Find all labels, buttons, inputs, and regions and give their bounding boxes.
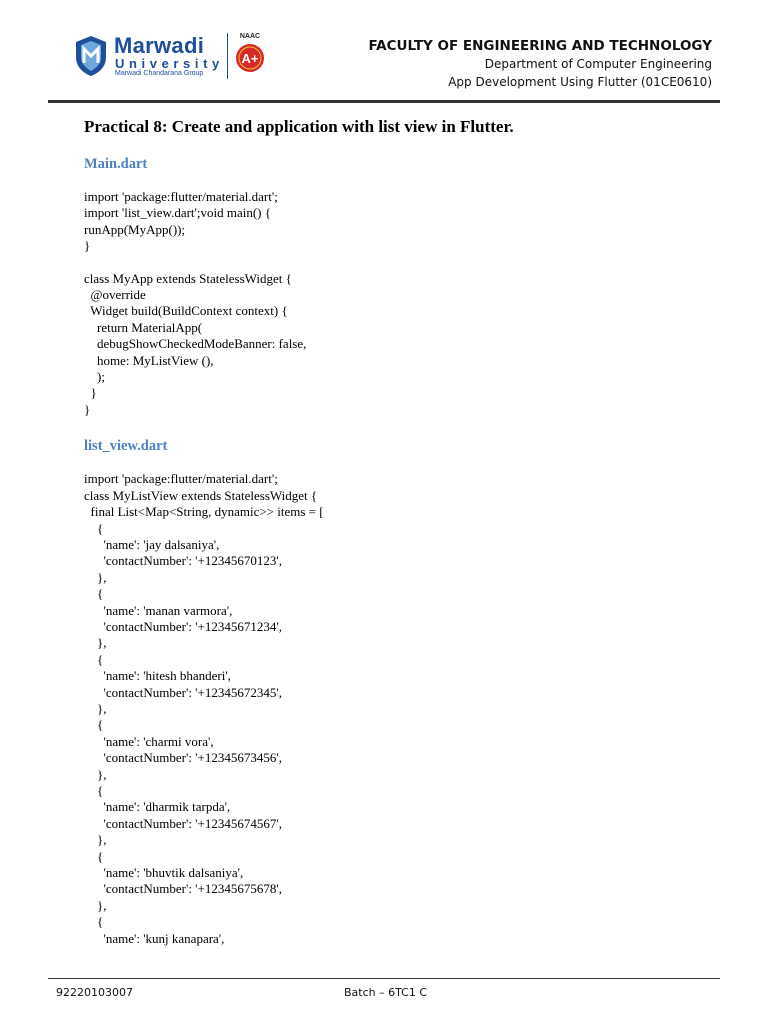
- header-divider: [48, 100, 720, 103]
- document-body: [84, 117, 724, 947]
- naac-accreditation: [232, 33, 268, 79]
- logo-divider: [227, 33, 228, 79]
- header-info: [368, 37, 712, 91]
- naac-label: NAAC: [239, 33, 261, 40]
- section-heading-main-dart: Main.dart: [84, 156, 148, 172]
- logo-university: University: [115, 56, 224, 71]
- university-logo: [74, 33, 274, 81]
- logo-name: Marwadi: [114, 33, 205, 58]
- course-name: App Development Using Flutter (01CE0610): [448, 75, 712, 89]
- logo-group: Marwadi Chandarana Group: [115, 70, 204, 77]
- department-name: Department of Computer Engineering: [484, 57, 712, 71]
- page-header: [0, 0, 768, 104]
- code-block-myapp: class MyApp extends StatelessWidget { @override Widget build(BuildContext context) { return MaterialApp( debugShowCheckedModeBanner: false, home: MyListView (), ); } }: [84, 270, 307, 417]
- shield-icon: [74, 35, 108, 77]
- practical-title: Practical 8: Create and application with list view in Flutter.: [84, 117, 514, 136]
- section-heading-list-view-dart: list_view.dart: [84, 438, 168, 455]
- code-block-list-view: import 'package:flutter/material.dart'; class MyListView extends StatelessWidget { final List<Map<String, dynamic>> items = [ { 'name': 'jay dalsaniya', 'contactNumber': '+12345670123', }, { 'name': 'manan varmora', 'contactNumber': '+12345671234', }, { 'name': 'hitesh bhanderi', 'contactNumber': '+12345672345', }, { 'name': 'charmi vora', 'contactNumber': '+12345673456', }, { 'name': 'dharmik tarpda', 'contactNumber': '+12345674567', }, { 'name': 'bhuvtik dalsaniya', 'contactNumber': '+12345675678', }, { 'name': 'kunj kanapara',: [84, 471, 324, 946]
- faculty-name: FACULTY OF ENGINEERING AND TECHNOLOGY: [368, 38, 712, 54]
- naac-badge-icon: [235, 43, 265, 73]
- batch-label: Batch – 6TC1 C: [344, 986, 428, 999]
- naac-grade: A+: [241, 51, 259, 66]
- code-block-main-imports: import 'package:flutter/material.dart'; import 'list_view.dart';void main() { runApp(MyApp()); }: [84, 189, 278, 254]
- enrollment-number: 92220103007: [56, 986, 133, 999]
- footer-divider: [48, 978, 720, 979]
